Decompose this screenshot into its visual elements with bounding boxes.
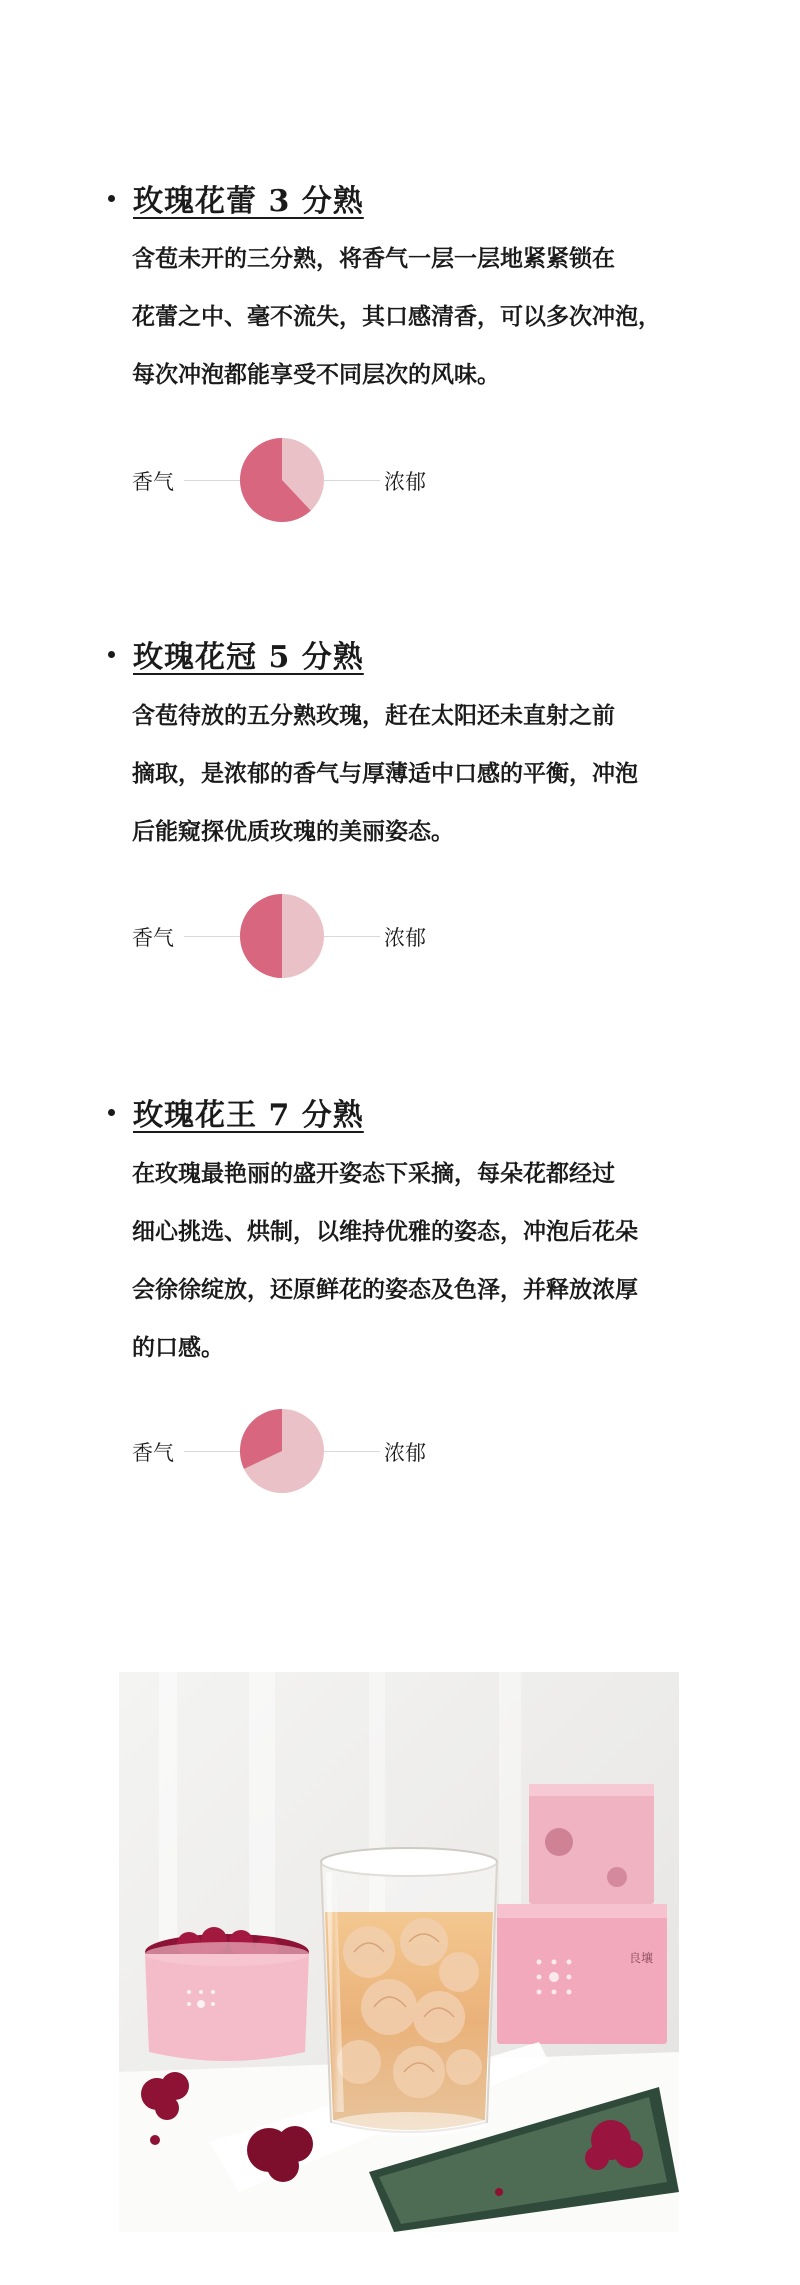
- description-line: 花蕾之中、毫不流失，其口感清香，可以多次冲泡，: [132, 303, 661, 330]
- section-title: 玫瑰花冠 5 分熟: [133, 640, 364, 675]
- product-photo: [119, 1672, 679, 2232]
- description-line: 每次冲泡都能享受不同层次的风味。: [132, 361, 500, 388]
- section-heading: [108, 632, 364, 676]
- bullet-icon: [108, 195, 115, 202]
- box-label: 良壤: [629, 1951, 654, 1965]
- scale-left-label: 香气: [132, 470, 174, 494]
- scale-right-label: 浓郁: [384, 926, 426, 950]
- section-title: 玫瑰花蕾 3 分熟: [133, 184, 364, 219]
- description-line: 后能窥探优质玫瑰的美丽姿态。: [132, 818, 454, 845]
- scale-right-label: 浓郁: [384, 1441, 426, 1465]
- description-line: 含苞待放的五分熟玫瑰，赶在太阳还未直射之前: [132, 702, 615, 729]
- aroma-pie: [240, 1409, 324, 1493]
- pie-fill: [240, 894, 282, 978]
- scale-line: [324, 1451, 380, 1452]
- section-description: [132, 230, 661, 404]
- aroma-scale: [132, 435, 452, 525]
- section-description: [132, 1145, 638, 1377]
- section-heading: [108, 1090, 364, 1134]
- aroma-pie: [240, 894, 324, 978]
- bullet-icon: [108, 651, 115, 658]
- scale-left-label: 香气: [132, 926, 174, 950]
- section-heading: [108, 176, 364, 220]
- scale-line: [184, 480, 240, 481]
- scale-right-label: 浓郁: [384, 470, 426, 494]
- scale-line: [184, 1451, 240, 1452]
- description-line: 的口感。: [132, 1334, 224, 1361]
- bullet-icon: [108, 1109, 115, 1116]
- aroma-scale: [132, 891, 452, 981]
- aroma-pie: [240, 438, 324, 522]
- description-line: 摘取，是浓郁的香气与厚薄适中口感的平衡，冲泡: [132, 760, 638, 787]
- description-line: 会徐徐绽放，还原鲜花的姿态及色泽，并释放浓厚: [132, 1276, 638, 1303]
- section-description: [132, 687, 638, 861]
- description-line: 细心挑选、烘制，以维持优雅的姿态，冲泡后花朵: [132, 1218, 638, 1245]
- scale-line: [324, 936, 380, 937]
- scale-left-label: 香气: [132, 1441, 174, 1465]
- description-line: 在玫瑰最艳丽的盛开姿态下采摘，每朵花都经过: [132, 1160, 615, 1187]
- rose-tea-illustration: [119, 1672, 679, 2232]
- scale-line: [184, 936, 240, 937]
- scale-line: [324, 480, 380, 481]
- section-title: 玫瑰花王 7 分熟: [133, 1098, 364, 1133]
- description-line: 含苞未开的三分熟，将香气一层一层地紧紧锁在: [132, 245, 615, 272]
- aroma-scale: [132, 1406, 452, 1496]
